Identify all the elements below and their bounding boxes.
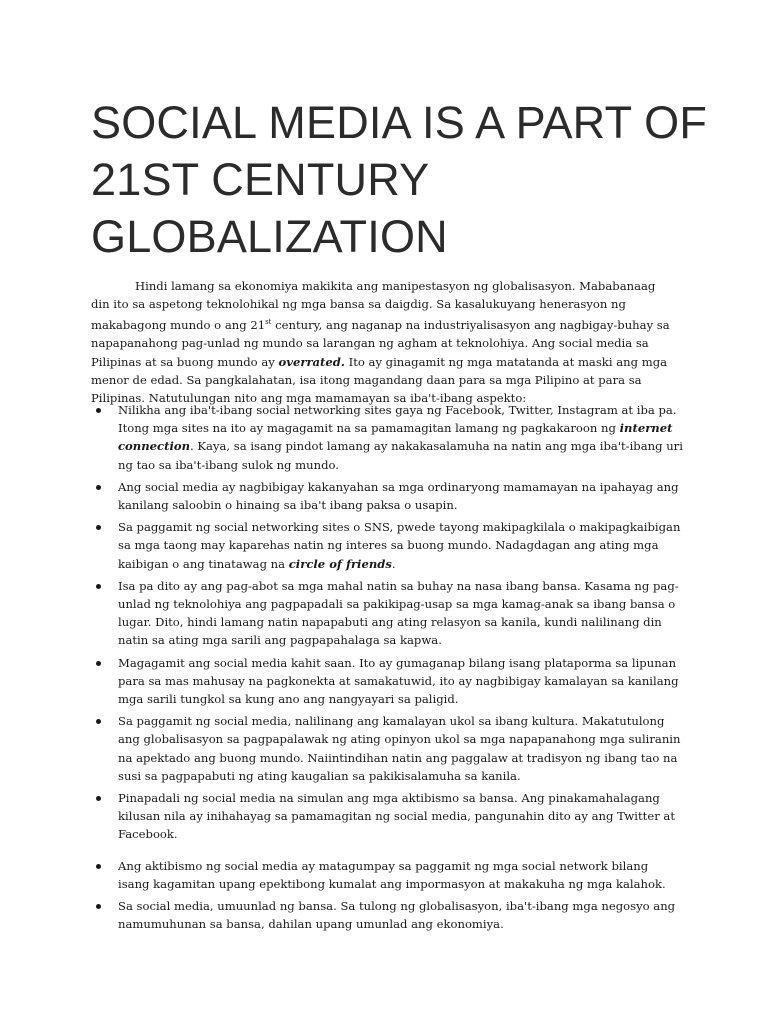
list-item	[91, 712, 683, 785]
bullet-text-after: . Kaya, sa isang pindot lamang ay nakakasalamuha na natin ang mga iba't-ibang uri ng tao sa iba't-ibang sulok ng mundo.	[118, 439, 683, 472]
bullet-list	[91, 401, 683, 937]
list-item	[91, 518, 683, 573]
list-item	[91, 577, 683, 650]
bullet-icon	[96, 525, 101, 530]
list-item	[91, 897, 683, 933]
bullet-text: Sa social media, umuunlad ng bansa. Sa tulong ng globalisasyon, iba't-ibang mga negosyo ang namumuhunan sa bansa, dahilan upang umunlad ang ekonomiya.	[118, 899, 676, 932]
list-item	[91, 789, 683, 844]
list-item	[91, 857, 683, 893]
page-title: SOCIAL MEDIA IS A PART OF 21ST CENTURY GLOBALIZATION	[91, 97, 708, 262]
bullet-text: Sa paggamit ng social media, nalilinang ang kamalayan ukol sa ibang kultura. Makatutulong ang globalisasyon sa pagpapalawak ng ating opinyon ukol sa mga napapanahong mga suliranin na apektado ang buong mundo. Naiintindihan natin ang paggalaw at tradisyon ng ibang tao na susi sa pagpapabuti ng ating kaugalian sa pakikisalamuha sa kanila.	[118, 714, 681, 783]
bullet-icon	[96, 796, 101, 801]
bullet-emphasis: circle of friends	[288, 556, 392, 571]
list-item	[91, 478, 683, 514]
list-item	[91, 654, 683, 709]
bullet-text: Ang aktibismo ng social media ay matagumpay sa paggamit ng mga social network bilang isang kagamitan upang epektibong kumalat ang impormasyon at makakuha ng mga kalahok.	[118, 858, 666, 891]
intro-text-end: Ito ay ginagamit ng mga matatanda at maski ang mga menor de edad. Sa pangkalahatan, isa itong magandang daan para sa mga Pilipino at para sa Pilipinas. Natutulungan nito ang mga mamamayan sa iba't-ibang aspekto:	[91, 354, 668, 406]
bullet-icon	[96, 408, 101, 413]
bullet-text: Sa paggamit ng social networking sites o SNS, pwede tayong makipagkilala o makipagkaibigan sa mga taong may kaparehas natin ng interes sa buong mundo. Nadagdagan ang ating mga kaibigan o ang tinatawag na	[118, 520, 681, 571]
intro-paragraph	[91, 277, 675, 407]
bullet-icon	[96, 904, 101, 909]
bullet-icon	[96, 584, 101, 589]
bullet-text: Nilikha ang iba't-ibang social networking sites gaya ng Facebook, Twitter, Instagram at iba pa. Itong mga sites na ito ay magagamit na sa pamamagitan lamang ng pagkakaroon ng	[118, 403, 677, 436]
bullet-text-after: .	[391, 556, 396, 571]
intro-superscript: st	[265, 318, 272, 327]
bullet-icon	[96, 864, 101, 869]
bullet-emphasis: internet connection	[118, 421, 673, 454]
bullet-text: Pinapadali ng social media na simulan ang mga aktibismo sa bansa. Ang pinakamahalagang kilusan nila ay inihahayag sa pamamagitan ng social media, pangunahin dito ay ang Twitter at Facebook.	[118, 791, 675, 842]
list-item	[91, 401, 683, 474]
intro-text-continued: century, ang naganap na industriyalisasyon ang nagbigay-buhay sa napapanahong pag-unlad ng mundo sa larangan ng agham at teknolohiya. Ang social media sa Pilipinas at sa buong mundo ay	[91, 318, 670, 369]
intro-text: Hindi lamang sa ekonomiya makikita ang manipestasyon ng globalisasyon. Mababanaag din ito sa aspetong teknolohikal ng mga bansa sa daigdig. Sa kasalukuyang henerasyon ng makabagong mundo o ang 21	[91, 279, 656, 333]
bullet-icon	[96, 719, 101, 724]
bullet-icon	[96, 661, 101, 666]
intro-emphasis: overrated.	[278, 354, 345, 369]
bullet-text: Magagamit ang social media kahit saan. Ito ay gumaganap bilang isang plataporma sa lipunan para sa mas mahusay na pagkonekta at samakatuwid, ito ay nagbibigay kamalayan sa kanilang mga sarili tungkol sa kung ano ang nangyayari sa paligid.	[118, 655, 679, 707]
bullet-text: Ang social media ay nagbibigay kakanyahan sa mga ordinaryong mamamayan na ipahayag ang kanilang saloobin o hinaing sa iba't ibang paksa o usapin.	[118, 479, 679, 513]
bullet-text: Isa pa dito ay ang pag-abot sa mga mahal natin sa buhay na nasa ibang bansa. Kasama ng pag-unlad ng teknolohiya ang pagpapadali sa pakikipag-usap sa mga kamag-anak sa ibang bansa o lugar. Dito, hindi lamang natin napapabuti ang ating relasyon sa kanila, kundi nalilinang din natin sa ating mga sarili ang pagpapahalaga sa kapwa.	[118, 578, 679, 648]
bullet-icon	[96, 485, 101, 490]
